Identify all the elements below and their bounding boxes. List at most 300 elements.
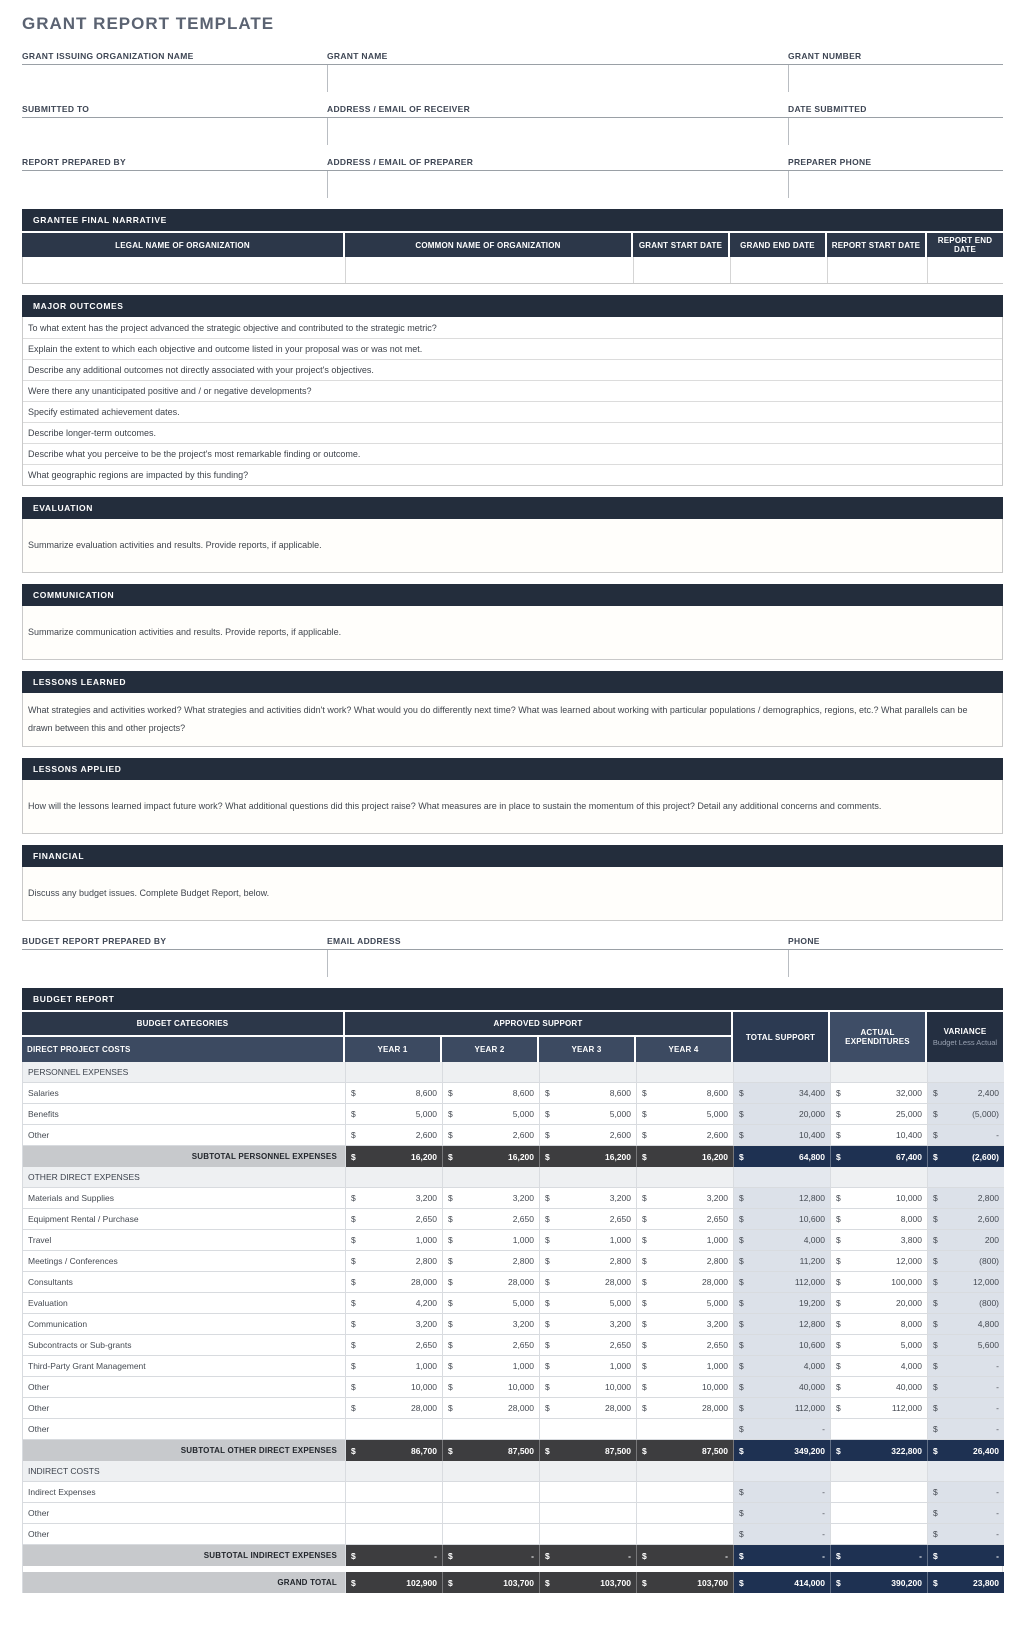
amount: 4,800 [977,1319,999,1329]
budget-subsection-cell [346,1167,443,1188]
currency-symbol: $ [739,1298,744,1308]
budget-cell-actual-expenditures[interactable] [831,1125,928,1146]
amount: 2,650 [415,1214,437,1224]
amount: 3,200 [512,1319,534,1329]
budget-row-subsection [23,1461,1002,1482]
budget-cell-year2[interactable] [443,1482,540,1503]
amount: (800) [979,1256,999,1266]
budget-subtotal-year2 [443,1146,540,1167]
narrative-section-header: GRANTEE FINAL NARRATIVE [22,209,1003,231]
budget-cell-actual-expenditures[interactable] [831,1209,928,1230]
amount: 2,600 [609,1130,631,1140]
amount: (5,000) [972,1109,999,1119]
amount: 102,900 [406,1577,437,1588]
budget-cell-total-support [734,1398,831,1419]
budget-subsection-cell [540,1167,637,1188]
currency-symbol: $ [933,1424,938,1434]
major-outcomes-section [22,295,1003,486]
budget-cell-actual-expenditures[interactable] [831,1524,928,1545]
currency-symbol: $ [351,1235,356,1245]
budget-cell-year1[interactable] [346,1314,443,1335]
amount: 10,000 [411,1382,437,1392]
budget-cell-year2[interactable] [443,1419,540,1440]
narrative-input-cell-3[interactable] [634,257,731,283]
amount: 28,000 [702,1403,728,1413]
currency-symbol: $ [836,1214,841,1224]
budget-row-label: Communication [23,1314,346,1335]
narrative-col-header-5: REPORT START DATE [827,233,927,257]
currency-symbol: $ [933,1403,938,1413]
budget-cell-year1[interactable] [346,1377,443,1398]
budget-cell-actual-expenditures[interactable] [831,1335,928,1356]
amount: - [996,1487,999,1497]
amount: 87,500 [605,1445,631,1456]
currency-symbol: $ [739,1214,744,1224]
budget-cell-year4[interactable] [637,1377,734,1398]
amount: - [996,1508,999,1518]
budget-cell-year2[interactable] [443,1272,540,1293]
budget-cell-year2[interactable] [443,1230,540,1251]
budget-cell-year4[interactable] [637,1209,734,1230]
budget-cell-total-support [734,1083,831,1104]
grant-info-field [327,103,788,145]
outcome-row[interactable] [23,464,1002,485]
budget-cell-variance [928,1503,1004,1524]
budget-cell-variance [928,1104,1004,1125]
budget-subtotal-variance [928,1146,1004,1167]
grant-info-field-input[interactable] [788,118,1003,145]
budget-cell-actual-expenditures[interactable] [831,1398,928,1419]
budget-cell-year2[interactable] [443,1209,540,1230]
currency-symbol: $ [933,1361,938,1371]
budget-cell-year2[interactable] [443,1503,540,1524]
amount: - [725,1550,728,1561]
amount: 67,400 [896,1151,922,1162]
budget-cell-year4[interactable] [637,1482,734,1503]
budget-cell-year1[interactable] [346,1419,443,1440]
grant-info-field-label: ADDRESS / EMAIL OF PREPARER [327,156,788,171]
budget-cell-actual-expenditures[interactable] [831,1356,928,1377]
budget-cell-variance [928,1209,1004,1230]
amount: 2,400 [977,1088,999,1098]
currency-symbol: $ [448,1577,453,1588]
budget-cell-year3[interactable] [540,1188,637,1209]
budget-row-label: Subcontracts or Sub-grants [23,1335,346,1356]
narrative-input-cell-6[interactable] [928,257,1004,283]
budget-cell-variance [928,1230,1004,1251]
budget-cell-year3[interactable] [540,1482,637,1503]
budget-cell-year1[interactable] [346,1335,443,1356]
outcome-row[interactable] [23,422,1002,443]
budget-cell-year4[interactable] [637,1398,734,1419]
currency-symbol: $ [545,1298,550,1308]
grant-info-field-input[interactable] [22,118,327,145]
budget-subtotal-year1 [346,1440,443,1461]
amount: 390,200 [891,1577,922,1588]
amount: - [628,1550,631,1561]
budget-row-label: Other [23,1419,346,1440]
budget-cell-year3[interactable] [540,1083,637,1104]
budget-cell-year2[interactable] [443,1356,540,1377]
budget-cell-actual-expenditures[interactable] [831,1188,928,1209]
currency-symbol: $ [351,1214,356,1224]
budget-cell-year2[interactable] [443,1188,540,1209]
amount: 28,000 [508,1277,534,1287]
amount: 3,200 [706,1193,728,1203]
budget-cell-year3[interactable] [540,1230,637,1251]
budget-cell-year1[interactable] [346,1356,443,1377]
currency-symbol: $ [448,1550,453,1561]
budget-cell-year4[interactable] [637,1314,734,1335]
amount: 103,700 [600,1577,631,1588]
budget-cell-year2[interactable] [443,1125,540,1146]
budget-cell-year2[interactable] [443,1377,540,1398]
budget-cell-year2[interactable] [443,1524,540,1545]
section-input-area[interactable] [22,693,1003,747]
budget-report-header: BUDGET REPORT [22,988,1003,1010]
budget-cell-year2[interactable] [443,1083,540,1104]
budget-cell-year4[interactable] [637,1125,734,1146]
text-sections [22,497,1003,921]
amount: - [822,1508,825,1518]
amount: 5,600 [977,1340,999,1350]
currency-symbol: $ [836,1130,841,1140]
budget-cell-total-support [734,1314,831,1335]
budget-subsection-cell [734,1167,831,1188]
amount: 2,600 [415,1130,437,1140]
amount: 10,400 [799,1130,825,1140]
budget-report-section [22,988,1003,1593]
budget-cell-year2[interactable] [443,1335,540,1356]
outcome-row[interactable] [23,401,1002,422]
budget-cell-year2[interactable] [443,1251,540,1272]
budget-cell-year2[interactable] [443,1104,540,1125]
budget-cell-year1[interactable] [346,1503,443,1524]
budget-cell-year1[interactable] [346,1083,443,1104]
amount: 112,000 [794,1277,825,1287]
budget-row-label: Materials and Supplies [23,1188,346,1209]
currency-symbol: $ [351,1361,356,1371]
budget-cell-actual-expenditures[interactable] [831,1314,928,1335]
amount: 2,650 [609,1340,631,1350]
currency-symbol: $ [739,1151,744,1162]
budget-row-label: Evaluation [23,1293,346,1314]
amount: 2,650 [512,1340,534,1350]
grant-info-row [22,103,1003,145]
currency-symbol: $ [739,1382,744,1392]
budget-cell-actual-expenditures[interactable] [831,1419,928,1440]
section-lessons-learned [22,671,1003,747]
currency-symbol: $ [739,1424,744,1434]
budget-cell-year1[interactable] [346,1209,443,1230]
budget-cell-year3[interactable] [540,1419,637,1440]
budget-cell-year4[interactable] [637,1251,734,1272]
budget-cell-year3[interactable] [540,1272,637,1293]
budget-cell-year3[interactable] [540,1314,637,1335]
narrative-col-header-2: COMMON NAME OF ORGANIZATION [345,233,633,257]
budget-cell-year2[interactable] [443,1293,540,1314]
budget-cell-year1[interactable] [346,1398,443,1419]
budget-cell-actual-expenditures[interactable] [831,1272,928,1293]
currency-symbol: $ [351,1550,356,1561]
budget-cell-year4[interactable] [637,1356,734,1377]
budget-cell-variance [928,1377,1004,1398]
budget-cell-year3[interactable] [540,1125,637,1146]
budget-cell-year3[interactable] [540,1356,637,1377]
currency-symbol: $ [642,1130,647,1140]
budget-cell-year3[interactable] [540,1377,637,1398]
currency-symbol: $ [448,1361,453,1371]
currency-symbol: $ [545,1214,550,1224]
section-input-area[interactable] [22,606,1003,660]
amount: - [996,1361,999,1371]
amount: 1,000 [706,1235,728,1245]
budget-contact-field-label: PHONE [788,935,1003,950]
budget-contact-field-input[interactable] [788,950,1003,977]
budget-cell-year4[interactable] [637,1524,734,1545]
budget-cell-year1[interactable] [346,1104,443,1125]
amount: 2,650 [706,1340,728,1350]
budget-cell-actual-expenditures[interactable] [831,1230,928,1251]
currency-symbol: $ [836,1445,841,1456]
narrative-col-header-6: REPORT END DATE [927,233,1003,257]
amount: 3,200 [415,1319,437,1329]
budget-cell-year4[interactable] [637,1419,734,1440]
outcome-prompt: Specify estimated achievement dates. [28,407,180,417]
currency-symbol: $ [836,1193,841,1203]
grant-info-field-label: REPORT PREPARED BY [22,156,327,171]
amount: 87,500 [508,1445,534,1456]
currency-symbol: $ [448,1403,453,1413]
budget-cell-year3[interactable] [540,1104,637,1125]
budget-row-label: Other [23,1503,346,1524]
amount: 4,000 [900,1361,922,1371]
amount: 2,800 [415,1256,437,1266]
budget-cell-year4[interactable] [637,1293,734,1314]
budget-row-subtotal [23,1545,1002,1566]
outcome-row[interactable] [23,443,1002,464]
grant-info-field-input[interactable] [788,65,1003,92]
budget-cell-actual-expenditures[interactable] [831,1482,928,1503]
currency-symbol: $ [642,1550,647,1561]
budget-cell-actual-expenditures[interactable] [831,1083,928,1104]
budget-cell-year2[interactable] [443,1398,540,1419]
amount: 2,650 [706,1214,728,1224]
currency-symbol: $ [351,1382,356,1392]
currency-symbol: $ [545,1577,550,1588]
budget-cell-year1[interactable] [346,1482,443,1503]
grant-info-field-input[interactable] [788,171,1003,198]
currency-symbol: $ [933,1130,938,1140]
budget-cell-variance [928,1356,1004,1377]
budget-cell-year3[interactable] [540,1335,637,1356]
section-input-area[interactable] [22,780,1003,834]
outcome-prompt: What geographic regions are impacted by this funding? [28,470,249,480]
currency-symbol: $ [739,1277,744,1287]
narrative-col-header-3: GRANT START DATE [633,233,730,257]
budget-row-subtotal [23,1440,1002,1461]
currency-symbol: $ [351,1577,356,1588]
amount: - [996,1529,999,1539]
currency-symbol: $ [836,1088,841,1098]
budget-contact-field [788,935,1003,977]
budget-cell-year4[interactable] [637,1104,734,1125]
amount: 19,200 [799,1298,825,1308]
outcome-prompt: Describe what you perceive to be the project's most remarkable finding or outcome. [28,449,361,459]
section-input-area[interactable] [22,867,1003,921]
amount: (2,600) [972,1151,999,1162]
grant-info-field-input[interactable] [22,65,327,92]
budget-cell-total-support [734,1503,831,1524]
budget-cell-year3[interactable] [540,1503,637,1524]
budget-cell-actual-expenditures[interactable] [831,1104,928,1125]
currency-symbol: $ [739,1508,744,1518]
amount: 103,700 [503,1577,534,1588]
budget-cell-year1[interactable] [346,1125,443,1146]
grant-info-field-input[interactable] [327,118,788,145]
budget-subsection-cell [346,1461,443,1482]
budget-subsection-cell [928,1062,1004,1083]
budget-cell-year3[interactable] [540,1524,637,1545]
amount: 3,200 [512,1193,534,1203]
amount: 200 [984,1235,999,1245]
currency-symbol: $ [642,1109,647,1119]
currency-symbol: $ [739,1529,744,1539]
currency-symbol: $ [933,1340,938,1350]
narrative-input-cell-2[interactable] [346,257,634,283]
budget-cell-variance [928,1314,1004,1335]
year-2-header: YEAR 2 [442,1037,539,1062]
amount: 12,800 [799,1193,825,1203]
amount: - [996,1382,999,1392]
budget-row-label: Other [23,1398,346,1419]
budget-cell-year1[interactable] [346,1524,443,1545]
grant-info-field-input[interactable] [327,171,788,198]
approved-support-header: APPROVED SUPPORT [345,1012,733,1037]
amount: - [996,1130,999,1140]
budget-cell-year4[interactable] [637,1272,734,1293]
budget-cell-year3[interactable] [540,1293,637,1314]
narrative-input-cell-1[interactable] [23,257,346,283]
budget-cell-variance [928,1188,1004,1209]
grant-info-field-input[interactable] [22,171,327,198]
grant-info-field [327,156,788,198]
budget-cell-year2[interactable] [443,1314,540,1335]
outcome-row[interactable] [23,338,1002,359]
budget-cell-variance [928,1272,1004,1293]
section-header: EVALUATION [22,497,1003,519]
budget-row-label: Travel [23,1230,346,1251]
budget-cell-year4[interactable] [637,1503,734,1524]
currency-symbol: $ [545,1319,550,1329]
budget-contact-field-input[interactable] [22,950,327,977]
year-3-header: YEAR 3 [539,1037,636,1062]
currency-symbol: $ [351,1088,356,1098]
currency-symbol: $ [933,1319,938,1329]
budget-cell-total-support [734,1356,831,1377]
budget-subsection-cell [831,1062,928,1083]
budget-cell-total-support [734,1293,831,1314]
currency-symbol: $ [642,1340,647,1350]
amount: - [531,1550,534,1561]
narrative-col-header-4: GRAND END DATE [730,233,827,257]
currency-symbol: $ [933,1529,938,1539]
outcome-row[interactable] [23,317,1002,338]
budget-subtotal-year3 [540,1545,637,1566]
currency-symbol: $ [739,1256,744,1266]
budget-cell-variance [928,1482,1004,1503]
budget-cell-year3[interactable] [540,1209,637,1230]
budget-row-label: Indirect Expenses [23,1482,346,1503]
currency-symbol: $ [933,1550,938,1561]
budget-cell-total-support [734,1419,831,1440]
budget-row-data [23,1125,1002,1146]
narrative-input-cell-4[interactable] [731,257,828,283]
section-header: FINANCIAL [22,845,1003,867]
budget-row-subsection [23,1167,1002,1188]
grant-info-field [22,156,327,198]
currency-symbol: $ [642,1445,647,1456]
section-prompt: How will the lessons learned impact future work? What additional questions did this project raise? What measures are in place to sustain the momentum of this project? Detail any additional concerns and comments. [28,800,882,811]
budget-cell-year1[interactable] [346,1293,443,1314]
budget-cell-actual-expenditures[interactable] [831,1503,928,1524]
budget-cell-year4[interactable] [637,1230,734,1251]
budget-row-data [23,1482,1002,1503]
amount: 32,000 [896,1088,922,1098]
section-input-area[interactable] [22,519,1003,573]
budget-row-data [23,1419,1002,1440]
budget-cell-year3[interactable] [540,1251,637,1272]
budget-cell-year3[interactable] [540,1398,637,1419]
currency-symbol: $ [448,1235,453,1245]
budget-cell-year4[interactable] [637,1335,734,1356]
currency-symbol: $ [351,1109,356,1119]
amount: 28,000 [702,1277,728,1287]
budget-cell-variance [928,1419,1004,1440]
currency-symbol: $ [739,1109,744,1119]
budget-cell-actual-expenditures[interactable] [831,1377,928,1398]
grant-info-field-input[interactable] [327,65,788,92]
amount: 1,000 [415,1235,437,1245]
budget-cell-actual-expenditures[interactable] [831,1251,928,1272]
currency-symbol: $ [448,1382,453,1392]
budget-cell-actual-expenditures[interactable] [831,1293,928,1314]
budget-cell-variance [928,1524,1004,1545]
budget-subsection-cell [443,1167,540,1188]
currency-symbol: $ [545,1382,550,1392]
budget-cell-year4[interactable] [637,1188,734,1209]
outcome-prompt: Describe any additional outcomes not directly associated with your project's objectives. [28,365,374,375]
amount: 5,000 [706,1298,728,1308]
budget-cell-year1[interactable] [346,1230,443,1251]
budget-row-label: Consultants [23,1272,346,1293]
outcome-row[interactable] [23,380,1002,401]
amount: 34,400 [799,1088,825,1098]
narrative-input-cell-5[interactable] [828,257,928,283]
budget-cell-year1[interactable] [346,1272,443,1293]
budget-contact-field-input[interactable] [327,950,788,977]
budget-cell-year4[interactable] [637,1083,734,1104]
currency-symbol: $ [642,1193,647,1203]
currency-symbol: $ [739,1130,744,1140]
budget-cell-year1[interactable] [346,1188,443,1209]
narrative-col-header-1: LEGAL NAME OF ORGANIZATION [22,233,345,257]
currency-symbol: $ [448,1277,453,1287]
section-financial [22,845,1003,921]
outcome-row[interactable] [23,359,1002,380]
budget-cell-year1[interactable] [346,1251,443,1272]
amount: 28,000 [605,1277,631,1287]
